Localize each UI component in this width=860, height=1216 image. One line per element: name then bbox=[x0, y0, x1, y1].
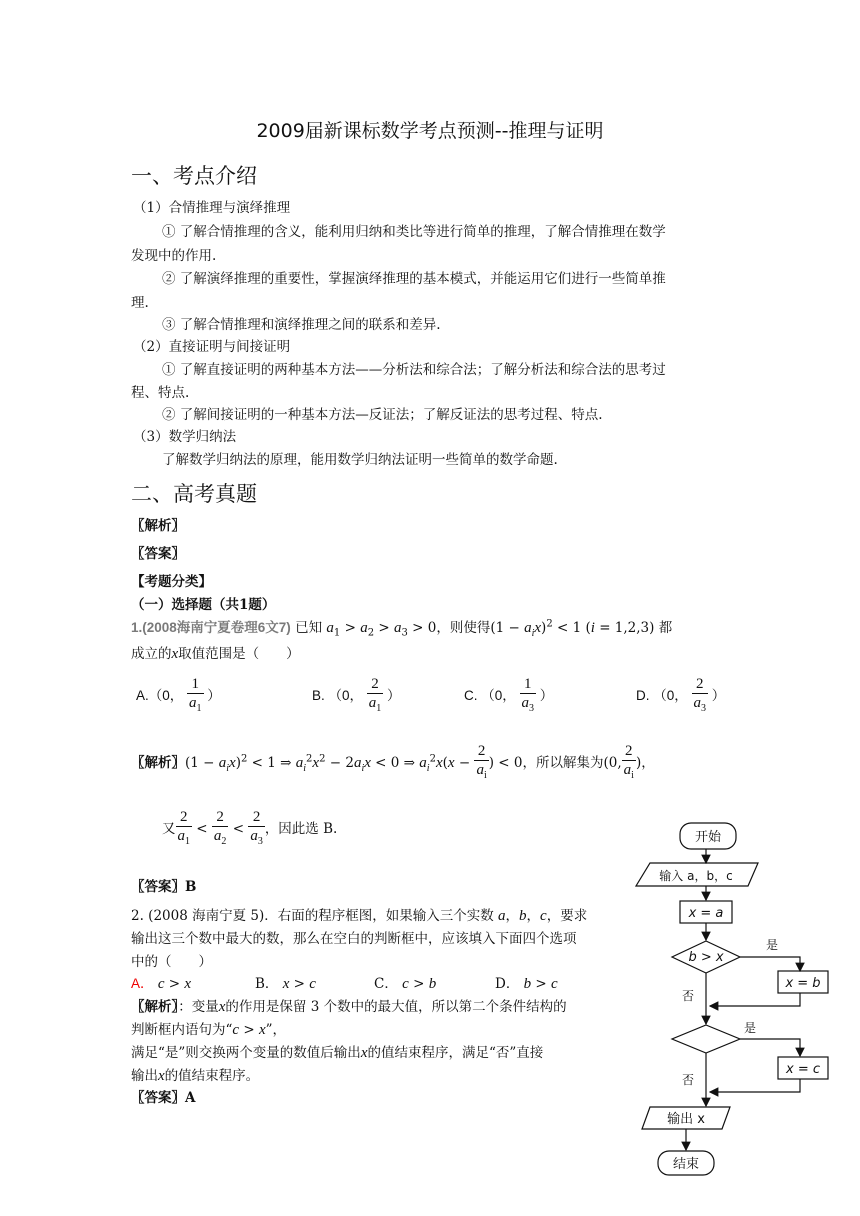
flow-yes-2-label: 是 bbox=[744, 1021, 757, 1035]
flow-output-label: 输出 x bbox=[667, 1112, 705, 1127]
question-2-analysis-line3: 满足“是”则交换两个变量的数值后输出x的值结束程序，满足“否”直接 bbox=[131, 1045, 544, 1061]
question-2-line3: 中的（ ） bbox=[131, 954, 212, 970]
item-1b-line1: ② 了解演绎推理的重要性，掌握演绎推理的基本模式，并能运用它们进行一些简单推 bbox=[162, 271, 666, 287]
question-2-answer: 〖答案〗A bbox=[131, 1090, 196, 1106]
question-2-option-d[interactable]: D． b > c bbox=[495, 976, 558, 992]
analysis-label: 〖解析〗 bbox=[131, 518, 185, 534]
flow-no-1-label: 否 bbox=[682, 989, 695, 1003]
question-2-option-c[interactable]: C． c > b bbox=[374, 976, 437, 992]
item-2a-line2: 程、特点. bbox=[131, 385, 190, 401]
item-1a-line1: ① 了解合情推理的含义，能利用归纳和类比等进行简单的推理，了解合情推理在数学 bbox=[162, 224, 666, 240]
flow-no-2-label: 否 bbox=[682, 1073, 695, 1087]
item-2a-line1: ① 了解直接证明的两种基本方法——分析法和综合法；了解分析法和综合法的思考过 bbox=[162, 362, 666, 378]
flow-decision-2-blank bbox=[672, 1025, 740, 1053]
q1-text-e: 取值范围是（ ） bbox=[178, 646, 300, 662]
question-1-conclusion: 又 $\frac{2}{a_1}$ < $\frac{2}{a_2}$ < $\frac{2}{a_3}$ ，因此选 B. bbox=[162, 809, 338, 847]
flow-yes-1-label: 是 bbox=[766, 938, 779, 952]
subsection-1: （1）合情推理与演绎推理 bbox=[133, 200, 291, 216]
flow-end-label: 结束 bbox=[672, 1157, 700, 1172]
item-1b-line2: 理. bbox=[131, 295, 149, 311]
flow-decision-1-label: b > x bbox=[688, 950, 724, 965]
flow-input-label: 输入 a，b，c bbox=[659, 869, 733, 883]
section-heading-intro: 一、考点介绍 bbox=[131, 164, 257, 188]
q1-text-b: ，则使得 bbox=[436, 620, 491, 636]
question-1-line1: 1.(2008海南宁夏卷理6文7) 已知 $a_1 > a_2 > a_3 > 0$，则使得$(1 - a_ix)^2 < 1$ (i = 1,2,3) 都 bbox=[131, 618, 673, 639]
flow-assign-b-label: x = b bbox=[785, 976, 821, 991]
item-3a: 了解数学归纳法的原理，能用数学归纳法证明一些简单的数学命题. bbox=[162, 452, 558, 468]
question-2-option-b[interactable]: B． x > c bbox=[255, 976, 316, 992]
program-flowchart bbox=[630, 818, 821, 1178]
question-2-line2: 输出这三个数中最大的数，那么在空白的判断框中，应该填入下面四个选项 bbox=[131, 931, 577, 947]
question-category: 【考题分类】 bbox=[131, 574, 212, 590]
group-heading: （一）选择题（共1题） bbox=[131, 597, 276, 613]
question-1-answer: 〖答案〗B bbox=[131, 879, 197, 895]
subsection-3: （3）数学归纳法 bbox=[133, 429, 237, 445]
document-title: 2009届新课标数学考点预测--推理与证明 bbox=[256, 120, 604, 142]
q1-text-a: 已知 bbox=[295, 620, 323, 636]
item-1c: ③ 了解合情推理和演绎推理之间的联系和差异. bbox=[162, 317, 441, 333]
question-2-option-a[interactable]: A． c > x bbox=[131, 976, 192, 992]
q1-text-d: 成立的 bbox=[131, 646, 172, 662]
question-1-line2: 成立的x取值范围是（ ） bbox=[131, 646, 300, 662]
item-1a-line2: 发现中的作用. bbox=[131, 248, 217, 264]
option-c[interactable]: C. （0， $\frac{1}{a_3}$ ） bbox=[464, 676, 554, 714]
flow-assign-c-label: x = c bbox=[786, 1062, 820, 1077]
section-heading-exam: 二、高考真题 bbox=[131, 482, 257, 506]
question-2-line1: 2. (2008 海南宁夏 5)．右面的程序框图，如果输入三个实数 a，b，c，要求 bbox=[131, 908, 588, 924]
question-1-source: 1.(2008海南宁夏卷理6文7) bbox=[131, 620, 291, 635]
option-b[interactable]: B. （0， $\frac{2}{a_1}$ ） bbox=[312, 676, 401, 714]
subsection-2: （2）直接证明与间接证明 bbox=[133, 339, 291, 355]
flow-start-label: 开始 bbox=[694, 830, 722, 845]
option-d[interactable]: D. （0， $\frac{2}{a_3}$ ） bbox=[636, 676, 726, 714]
option-a[interactable]: A.（0， $\frac{1}{a_1}$ ） bbox=[136, 676, 221, 714]
item-2b: ② 了解间接证明的一种基本方法—反证法；了解反证法的思考过程、特点. bbox=[162, 407, 603, 423]
question-1-analysis: 〖解析〗$(1 - a_ix)^2 < 1$ ⇒ $a_i^2x^2 - 2a_ix < 0$ ⇒ $a_i^2x(x$ − $\frac{2}{a_i}$ ) < 0，所以解集为(0, $\frac{2}{a_i}$ )， bbox=[131, 743, 655, 781]
answer-label: 〖答案〗 bbox=[131, 546, 185, 562]
question-2-analysis-line4: 输出x的值结束程序。 bbox=[131, 1068, 260, 1084]
question-2-analysis-line1: 〖解析〗：变量x的作用是保留 3 个数中的最大值，所以第二个条件结构的 bbox=[131, 999, 567, 1015]
question-2-analysis-line2: 判断框内语句为“c > x”， bbox=[131, 1022, 287, 1038]
q1-text-c: 都 bbox=[658, 620, 673, 636]
flow-assign-a-label: x = a bbox=[688, 906, 724, 921]
